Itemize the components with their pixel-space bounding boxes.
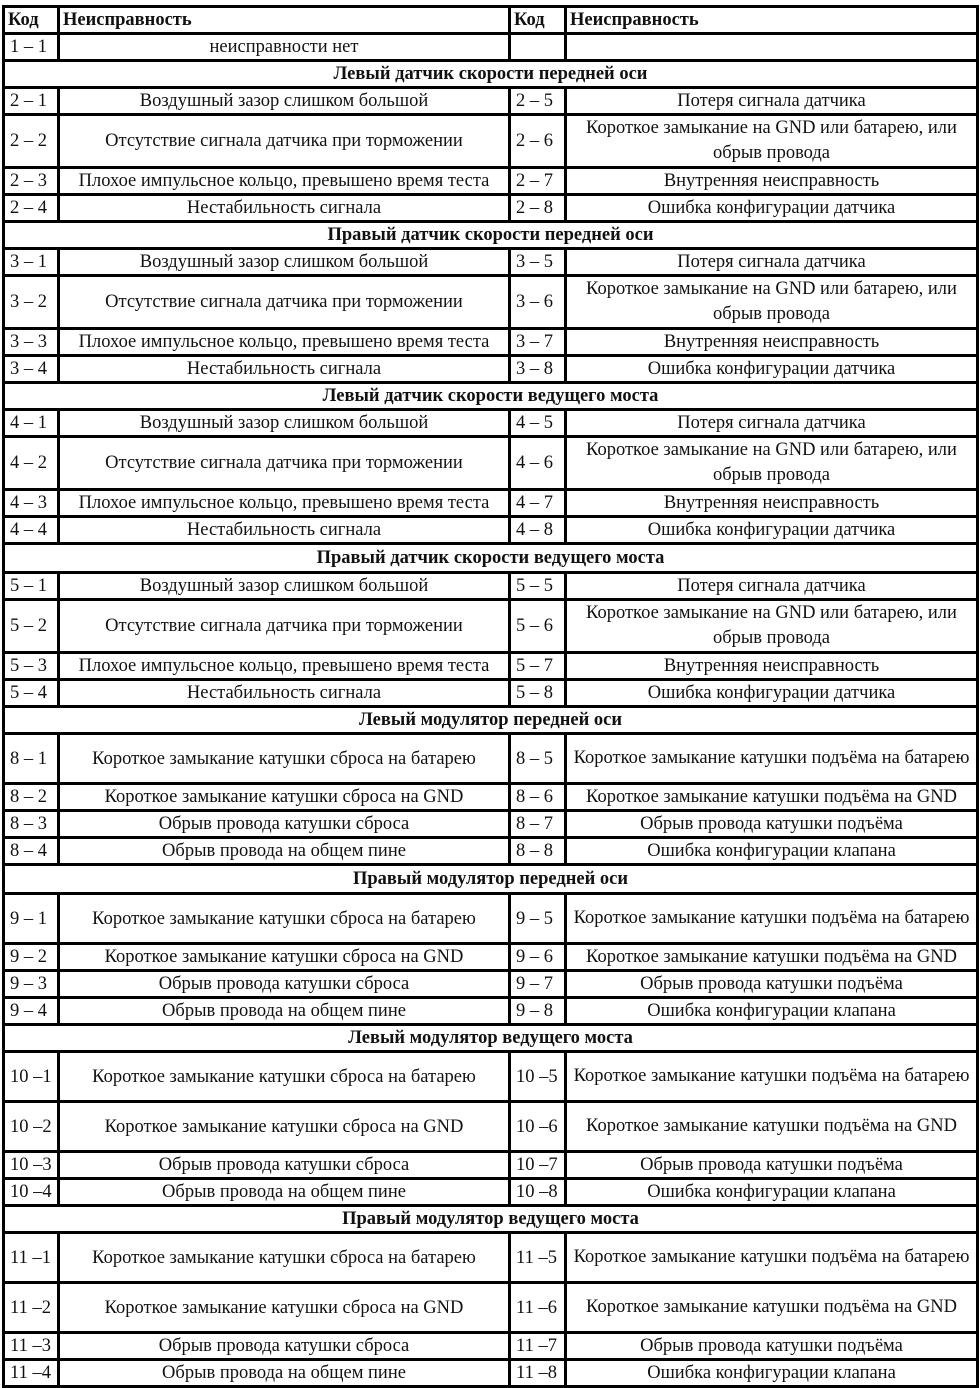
- code-cell: 8 – 5: [510, 734, 566, 784]
- code-cell: 5 – 8: [510, 680, 566, 707]
- code-cell: 9 – 7: [510, 971, 566, 998]
- code-cell: 9 – 5: [510, 894, 566, 944]
- section-title: Правый датчик скорости передней оси: [4, 222, 978, 249]
- fault-cell: Короткое замыкание катушки подъёма на GND: [566, 784, 978, 811]
- fault-cell: Ошибка конфигурации датчика: [566, 356, 978, 383]
- code-cell: 8 – 8: [510, 838, 566, 865]
- fault-cell: Короткое замыкание катушки подъёма на GND: [566, 944, 978, 971]
- fault-cell: Ошибка конфигурации клапана: [566, 838, 978, 865]
- code-cell: 4 – 1: [4, 410, 59, 437]
- code-cell: 9 – 3: [4, 971, 59, 998]
- fault-cell: Воздушный зазор слишком большой: [59, 249, 510, 276]
- table-row: [4, 600, 978, 653]
- table-row: [4, 784, 978, 811]
- section-header-row: [4, 865, 978, 894]
- table-row: [4, 811, 978, 838]
- table-row: [4, 1152, 978, 1179]
- section-header-row: [4, 544, 978, 573]
- section-title: Правый датчик скорости ведущего моста: [4, 544, 978, 573]
- fault-cell: Обрыв провода катушки сброса: [59, 971, 510, 998]
- table-row: [4, 410, 978, 437]
- code-cell: 11 –6: [510, 1283, 566, 1333]
- table-row: [4, 1333, 978, 1360]
- code-cell: 4 – 7: [510, 490, 566, 517]
- code-cell: 10 –4: [4, 1179, 59, 1206]
- fault-cell: Ошибка конфигурации клапана: [566, 1179, 978, 1206]
- table-row: [4, 998, 978, 1025]
- code-cell: 8 – 3: [4, 811, 59, 838]
- fault-cell: Воздушный зазор слишком большой: [59, 88, 510, 115]
- section-header-row: [4, 707, 978, 734]
- code-cell: 9 – 8: [510, 998, 566, 1025]
- fault-cell: Плохое импульсное кольцо, превышено время теста: [59, 329, 510, 356]
- fault-cell: Воздушный зазор слишком большой: [59, 573, 510, 600]
- fault-cell: Короткое замыкание катушки сброса на GND: [59, 784, 510, 811]
- code-cell: 9 – 6: [510, 944, 566, 971]
- code-cell: 11 –1: [4, 1233, 59, 1283]
- fault-cell: Потеря сигнала датчика: [566, 88, 978, 115]
- table-row: [4, 1233, 978, 1283]
- code-cell: 11 –5: [510, 1233, 566, 1283]
- code-cell: 10 –3: [4, 1152, 59, 1179]
- section-title: Левый модулятор передней оси: [4, 707, 978, 734]
- table-row: [4, 1102, 978, 1152]
- section-title: Правый модулятор ведущего моста: [4, 1206, 978, 1233]
- fault-cell: Короткое замыкание на GND или батарею, или обрыв провода: [566, 115, 978, 168]
- code-cell: 10 –8: [510, 1179, 566, 1206]
- section-header-row: [4, 222, 978, 249]
- code-cell: 8 – 1: [4, 734, 59, 784]
- code-cell: 3 – 6: [510, 276, 566, 329]
- code-cell: 8 – 4: [4, 838, 59, 865]
- fault-cell: Короткое замыкание катушки сброса на GND: [59, 1102, 510, 1152]
- fault-cell: Короткое замыкание на GND или батарею, или обрыв провода: [566, 437, 978, 490]
- fault-cell: Потеря сигнала датчика: [566, 410, 978, 437]
- section-header-row: [4, 383, 978, 410]
- fault-cell: Короткое замыкание катушки сброса на GND: [59, 944, 510, 971]
- table-row: [4, 653, 978, 680]
- code-cell: 11 –2: [4, 1283, 59, 1333]
- fault-cell: Короткое замыкание катушки подъёма на батарею: [566, 894, 978, 944]
- code-cell: 2 – 7: [510, 168, 566, 195]
- fault-cell: Отсутствие сигнала датчика при торможении: [59, 437, 510, 490]
- fault-cell: Короткое замыкание катушки сброса на GND: [59, 1283, 510, 1333]
- fault-cell: Обрыв провода катушки сброса: [59, 1152, 510, 1179]
- header-code: Код: [4, 7, 59, 34]
- table-row: [4, 944, 978, 971]
- code-cell: 1 – 1: [4, 34, 59, 61]
- code-cell: 5 – 2: [4, 600, 59, 653]
- table-row: [4, 356, 978, 383]
- table-row: [4, 838, 978, 865]
- code-cell: 4 – 8: [510, 517, 566, 544]
- fault-cell: Ошибка конфигурации клапана: [566, 998, 978, 1025]
- table-row: [4, 517, 978, 544]
- table-row: [4, 1283, 978, 1333]
- code-cell: 5 – 7: [510, 653, 566, 680]
- empty-fault-cell: [566, 34, 978, 61]
- code-cell: 3 – 7: [510, 329, 566, 356]
- code-cell: 9 – 1: [4, 894, 59, 944]
- code-cell: 10 –6: [510, 1102, 566, 1152]
- table-row: [4, 115, 978, 168]
- section-title: Левый модулятор ведущего моста: [4, 1025, 978, 1052]
- code-cell: 2 – 6: [510, 115, 566, 168]
- fault-code-table: [2, 5, 979, 1388]
- fault-cell: Нестабильность сигнала: [59, 356, 510, 383]
- table-row: [4, 1179, 978, 1206]
- fault-cell: Ошибка конфигурации клапана: [566, 1360, 978, 1387]
- section-title: Левый датчик скорости ведущего моста: [4, 383, 978, 410]
- fault-cell: Короткое замыкание на GND или батарею, или обрыв провода: [566, 276, 978, 329]
- code-cell: 3 – 3: [4, 329, 59, 356]
- code-cell: 5 – 3: [4, 653, 59, 680]
- table-row: [4, 195, 978, 222]
- code-cell: 3 – 2: [4, 276, 59, 329]
- section-header-row: [4, 1206, 978, 1233]
- code-cell: 10 –5: [510, 1052, 566, 1102]
- fault-cell: Потеря сигнала датчика: [566, 249, 978, 276]
- code-cell: 2 – 2: [4, 115, 59, 168]
- table-row: [4, 734, 978, 784]
- code-cell: 4 – 5: [510, 410, 566, 437]
- section-title: Правый модулятор передней оси: [4, 865, 978, 894]
- table-row: [4, 894, 978, 944]
- fault-cell: Внутренняя неисправность: [566, 490, 978, 517]
- code-cell: 5 – 4: [4, 680, 59, 707]
- fault-cell: Короткое замыкание катушки подъёма на GND: [566, 1283, 978, 1333]
- code-cell: 10 –2: [4, 1102, 59, 1152]
- code-cell: 2 – 3: [4, 168, 59, 195]
- fault-cell: Ошибка конфигурации датчика: [566, 517, 978, 544]
- fault-cell: Нестабильность сигнала: [59, 517, 510, 544]
- code-cell: 2 – 1: [4, 88, 59, 115]
- code-cell: 3 – 4: [4, 356, 59, 383]
- code-cell: 9 – 2: [4, 944, 59, 971]
- fault-cell: Короткое замыкание катушки подъёма на GND: [566, 1102, 978, 1152]
- code-cell: 2 – 8: [510, 195, 566, 222]
- table-row: [4, 34, 978, 61]
- fault-cell: Обрыв провода на общем пине: [59, 998, 510, 1025]
- fault-cell: Обрыв провода на общем пине: [59, 838, 510, 865]
- fault-cell: Обрыв провода катушки сброса: [59, 1333, 510, 1360]
- code-cell: 4 – 3: [4, 490, 59, 517]
- fault-cell: Ошибка конфигурации датчика: [566, 195, 978, 222]
- code-cell: 3 – 5: [510, 249, 566, 276]
- fault-cell: Потеря сигнала датчика: [566, 573, 978, 600]
- code-cell: 10 –1: [4, 1052, 59, 1102]
- table-row: [4, 329, 978, 356]
- fault-cell: Внутренняя неисправность: [566, 653, 978, 680]
- code-cell: 8 – 2: [4, 784, 59, 811]
- code-cell: 11 –4: [4, 1360, 59, 1387]
- code-cell: 11 –8: [510, 1360, 566, 1387]
- fault-cell: Короткое замыкание катушки подъёма на батарею: [566, 1233, 978, 1283]
- fault-cell: Короткое замыкание катушки сброса на батарею: [59, 1052, 510, 1102]
- fault-cell: Плохое импульсное кольцо, превышено время теста: [59, 653, 510, 680]
- code-cell: 10 –7: [510, 1152, 566, 1179]
- fault-cell: Короткое замыкание катушки сброса на батарею: [59, 894, 510, 944]
- fault-cell: Нестабильность сигнала: [59, 680, 510, 707]
- code-cell: 5 – 5: [510, 573, 566, 600]
- fault-cell: Короткое замыкание катушки подъёма на батарею: [566, 1052, 978, 1102]
- code-cell: 3 – 1: [4, 249, 59, 276]
- table-row: [4, 573, 978, 600]
- header-code-2: Код: [510, 7, 566, 34]
- code-cell: 11 –7: [510, 1333, 566, 1360]
- fault-cell: Нестабильность сигнала: [59, 195, 510, 222]
- code-cell: 4 – 6: [510, 437, 566, 490]
- code-cell: 2 – 5: [510, 88, 566, 115]
- fault-cell: Внутренняя неисправность: [566, 168, 978, 195]
- fault-cell: Обрыв провода катушки подъёма: [566, 1333, 978, 1360]
- fault-cell: Обрыв провода катушки подъёма: [566, 971, 978, 998]
- fault-cell: Обрыв провода катушки подъёма: [566, 811, 978, 838]
- code-cell: 4 – 2: [4, 437, 59, 490]
- fault-cell: Короткое замыкание катушки подъёма на батарею: [566, 734, 978, 784]
- table-row: [4, 680, 978, 707]
- fault-cell: Ошибка конфигурации датчика: [566, 680, 978, 707]
- table-row: [4, 437, 978, 490]
- table-row: [4, 1360, 978, 1387]
- fault-cell: Отсутствие сигнала датчика при торможении: [59, 600, 510, 653]
- section-header-row: [4, 1025, 978, 1052]
- header-fault: Неисправность: [59, 7, 510, 34]
- table-row: [4, 1052, 978, 1102]
- code-cell: 3 – 8: [510, 356, 566, 383]
- fault-cell: Внутренняя неисправность: [566, 329, 978, 356]
- table-header-row: [4, 7, 978, 34]
- fault-cell: Обрыв провода на общем пине: [59, 1179, 510, 1206]
- fault-cell: Отсутствие сигнала датчика при торможении: [59, 115, 510, 168]
- fault-cell: Воздушный зазор слишком большой: [59, 410, 510, 437]
- code-cell: 8 – 6: [510, 784, 566, 811]
- code-cell: 5 – 1: [4, 573, 59, 600]
- code-cell: 9 – 4: [4, 998, 59, 1025]
- fault-cell: Плохое импульсное кольцо, превышено время теста: [59, 490, 510, 517]
- section-header-row: [4, 61, 978, 88]
- code-cell: 5 – 6: [510, 600, 566, 653]
- fault-cell: Отсутствие сигнала датчика при торможении: [59, 276, 510, 329]
- table-row: [4, 276, 978, 329]
- fault-cell: Обрыв провода катушки сброса: [59, 811, 510, 838]
- fault-cell: Обрыв провода катушки подъёма: [566, 1152, 978, 1179]
- code-cell: 2 – 4: [4, 195, 59, 222]
- table-row: [4, 971, 978, 998]
- fault-cell: Короткое замыкание катушки сброса на батарею: [59, 1233, 510, 1283]
- section-title: Левый датчик скорости передней оси: [4, 61, 978, 88]
- table-row: [4, 490, 978, 517]
- table-row: [4, 168, 978, 195]
- code-cell: 11 –3: [4, 1333, 59, 1360]
- fault-cell: Короткое замыкание на GND или батарею, или обрыв провода: [566, 600, 978, 653]
- table-row: [4, 88, 978, 115]
- fault-cell: неисправности нет: [59, 34, 510, 61]
- code-cell: 8 – 7: [510, 811, 566, 838]
- empty-code-cell: [510, 34, 566, 61]
- fault-cell: Плохое импульсное кольцо, превышено время теста: [59, 168, 510, 195]
- header-fault-2: Неисправность: [566, 7, 978, 34]
- table-row: [4, 249, 978, 276]
- fault-cell: Короткое замыкание катушки сброса на батарею: [59, 734, 510, 784]
- fault-cell: Обрыв провода на общем пине: [59, 1360, 510, 1387]
- code-cell: 4 – 4: [4, 517, 59, 544]
